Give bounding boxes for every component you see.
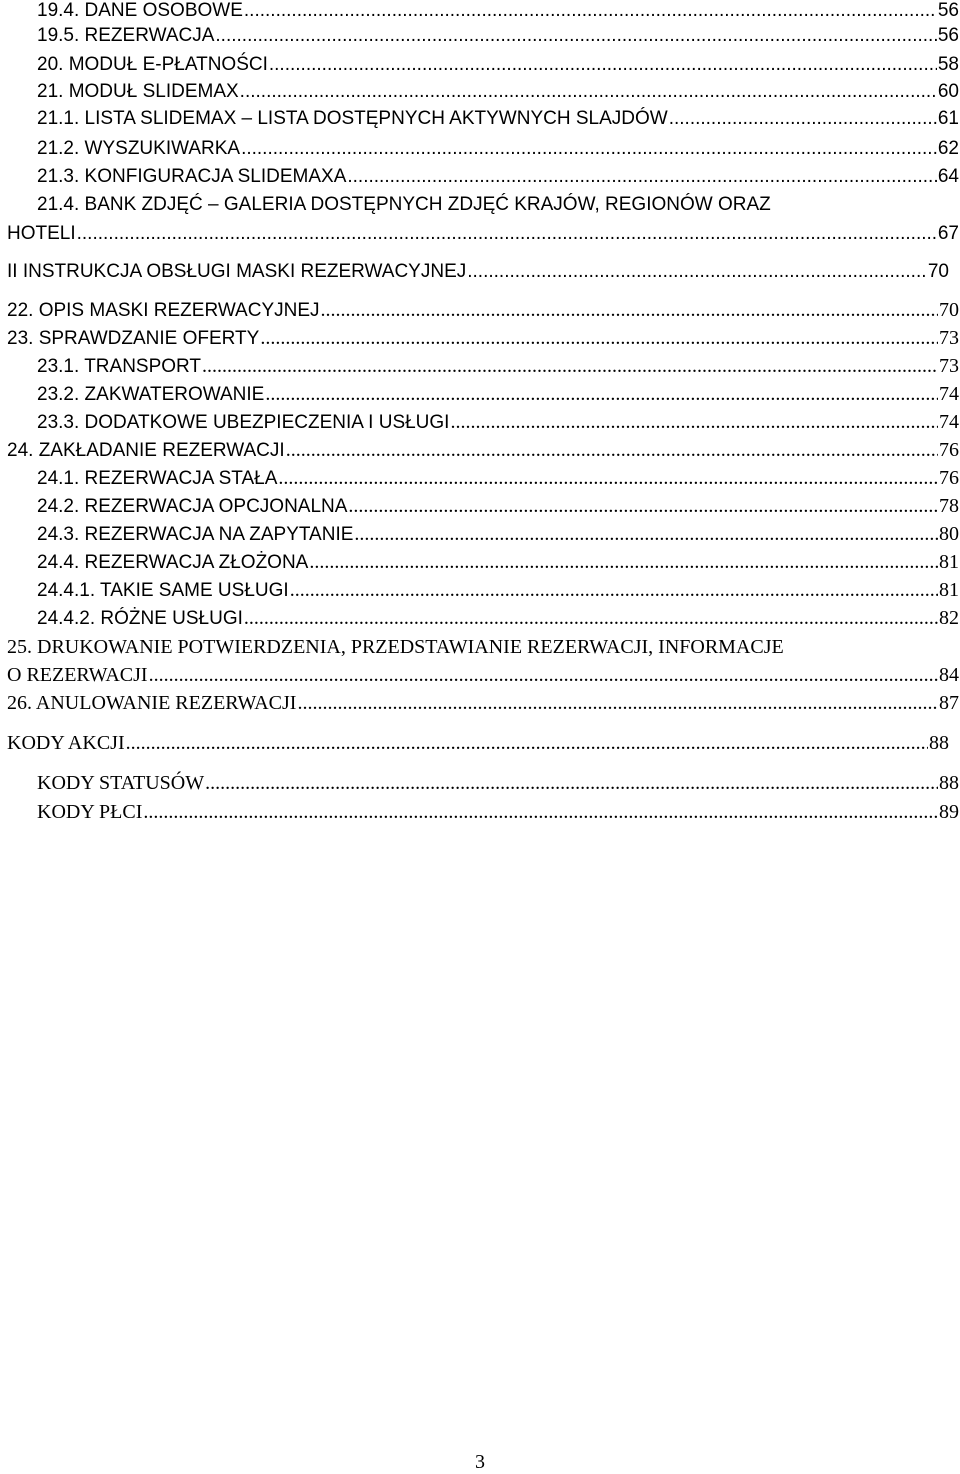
toc-dot-leader	[347, 165, 936, 189]
toc-entry-19-4[interactable]	[37, 0, 959, 23]
toc-entry-label: 20. MODUŁ E-PŁATNOŚCI	[37, 54, 268, 75]
toc-entry-page: 70	[939, 299, 959, 321]
toc-entry-label: 21.3. KONFIGURACJA SLIDEMAXA	[37, 166, 347, 187]
toc-entry-label: 19.4. DANE OSOBOWE	[37, 0, 243, 21]
toc-entry-21[interactable]	[37, 80, 959, 104]
toc-entry-24-4-1[interactable]	[37, 578, 959, 603]
toc-entry-kody-akcji[interactable]	[7, 731, 949, 755]
toc-entry-page: 73	[939, 355, 959, 377]
toc-entry-kody-plci[interactable]	[37, 800, 959, 824]
toc-entry-page: 88	[939, 772, 959, 794]
toc-entry-page: 76	[939, 467, 959, 489]
toc-dot-leader	[669, 107, 937, 131]
toc-entry-page: 78	[939, 495, 959, 517]
toc-entry-page: 58	[937, 54, 959, 75]
toc-dot-leader	[290, 578, 938, 602]
toc-entry-label: 25. DRUKOWANIE POTWIERDZENIA, PRZEDSTAWIANIE REZERWACJI, INFORMACJE	[7, 636, 784, 658]
toc-entry-label: 24.4.1. TAKIE SAME USŁUGI	[37, 580, 289, 601]
toc-entry-page: 74	[939, 383, 959, 405]
toc-entry-label: 24.2. REZERWACJA OPCJONALNA	[37, 496, 348, 517]
toc-entry-page: 89	[939, 801, 959, 823]
toc-entry-page: 82	[939, 607, 959, 629]
toc-dot-leader	[354, 522, 938, 546]
toc-entry-24-2[interactable]	[37, 494, 959, 519]
toc-entry-label: 24. ZAKŁADANIE REZERWACJI	[7, 440, 285, 461]
toc-entry-23-3[interactable]	[37, 410, 959, 435]
toc-entry-label: 21.1. LISTA SLIDEMAX – LISTA DOSTĘPNYCH AKTYWNYCH SLAJDÓW	[37, 108, 668, 129]
toc-entry-24-4-2[interactable]	[37, 606, 959, 631]
toc-entry-label: 23.1. TRANSPORT	[37, 356, 202, 377]
toc-dot-leader	[348, 494, 938, 518]
toc-entry-20[interactable]	[37, 53, 959, 77]
toc-entry-24-4[interactable]	[37, 550, 959, 575]
toc-dot-leader	[126, 731, 928, 755]
toc-entry-21-3[interactable]	[37, 165, 959, 189]
toc-entry-24-1[interactable]	[37, 466, 959, 491]
toc-entry-page: 88	[929, 732, 949, 754]
page-number: 3	[475, 1451, 485, 1473]
toc-dot-leader	[244, 606, 938, 630]
toc-entry-page: 76	[939, 439, 959, 461]
toc-entry-label: 23.3. DODATKOWE UBEZPIECZENIA I USŁUGI	[37, 412, 450, 433]
toc-entry-page: 81	[939, 579, 959, 601]
toc-entry-label: KODY STATUSÓW	[37, 772, 205, 794]
toc-entry-label: 23. SPRAWDZANIE OFERTY	[7, 328, 260, 349]
toc-entry-page: 87	[939, 692, 959, 714]
toc-dot-leader	[205, 771, 938, 795]
toc-entry-label: 22. OPIS MASKI REZERWACYJNEJ	[7, 300, 320, 321]
toc-entry-25[interactable]	[7, 635, 959, 687]
toc-dot-leader	[244, 0, 937, 23]
toc-entry-21-1[interactable]	[37, 107, 959, 131]
toc-entry-label: 24.1. REZERWACJA STAŁA	[37, 468, 278, 489]
toc-entry-23-1[interactable]	[37, 354, 959, 379]
toc-dot-leader	[77, 222, 937, 246]
toc-dot-leader	[202, 354, 938, 378]
toc-entry-21-4[interactable]	[7, 193, 959, 246]
toc-entry-label: 19.5. REZERWACJA	[37, 25, 215, 46]
toc-entry-23-2[interactable]	[37, 382, 959, 407]
toc-dot-leader	[321, 298, 938, 322]
toc-entry-kody-statusow[interactable]	[37, 771, 959, 795]
toc-dot-leader	[309, 550, 938, 574]
toc-dot-leader	[278, 466, 938, 490]
toc-entry-label-continued: O REZERWACJI	[7, 664, 148, 686]
toc-dot-leader	[260, 326, 938, 350]
toc-entry-23[interactable]	[7, 326, 959, 351]
toc-dot-leader	[215, 24, 936, 48]
toc-entry-page: 67	[937, 223, 959, 244]
toc-entry-label: 26. ANULOWANIE REZERWACJI	[7, 692, 297, 714]
toc-entry-label: 24.4.2. RÓŻNE USŁUGI	[37, 608, 243, 629]
toc-entry-page: 70	[927, 261, 949, 282]
toc-entry-label: 21. MODUŁ SLIDEMAX	[37, 81, 239, 102]
toc-entry-page: 56	[937, 25, 959, 46]
toc-dot-leader	[467, 260, 927, 284]
toc-entry-26[interactable]	[7, 691, 959, 715]
toc-entry-label: II INSTRUKCJA OBSŁUGI MASKI REZERWACYJNEJ	[7, 261, 467, 282]
toc-entry-21-2[interactable]	[37, 137, 959, 161]
toc-entry-label-continued: HOTELI	[7, 223, 76, 244]
toc-entry-page: 60	[937, 81, 959, 102]
toc-entry-page: 84	[939, 664, 959, 686]
toc-entry-label: 24.3. REZERWACJA NA ZAPYTANIE	[37, 524, 354, 545]
toc-dot-leader	[240, 80, 937, 104]
toc-dot-leader	[286, 438, 938, 462]
toc-entry-22[interactable]	[7, 298, 959, 323]
toc-entry-page: 73	[939, 327, 959, 349]
toc-entry-label: 21.4. BANK ZDJĘĆ – GALERIA DOSTĘPNYCH ZDJĘĆ KRAJÓW, REGIONÓW ORAZ	[37, 194, 771, 215]
toc-entry-label: 24.4. REZERWACJA ZŁOŻONA	[37, 552, 309, 573]
toc-entry-page: 74	[939, 411, 959, 433]
toc-entry-page: 80	[939, 523, 959, 545]
toc-entry-19-5[interactable]	[37, 24, 959, 48]
toc-entry-part-ii[interactable]	[7, 260, 949, 284]
toc-entry-label: 21.2. WYSZUKIWARKA	[37, 138, 241, 159]
toc-entry-page: 62	[937, 138, 959, 159]
toc-entry-label: 23.2. ZAKWATEROWANIE	[37, 384, 265, 405]
toc-dot-leader	[149, 663, 938, 687]
toc-entry-page: 81	[939, 551, 959, 573]
toc-entry-label: KODY PŁCI	[37, 801, 143, 823]
toc-dot-leader	[265, 382, 938, 406]
toc-dot-leader	[143, 800, 938, 824]
toc-dot-leader	[269, 53, 937, 77]
toc-entry-24[interactable]	[7, 438, 959, 463]
toc-entry-24-3[interactable]	[37, 522, 959, 547]
toc-dot-leader	[297, 691, 938, 715]
toc-dot-leader	[241, 137, 937, 161]
toc-dot-leader	[450, 410, 938, 434]
toc-entry-page: 64	[937, 166, 959, 187]
toc-entry-label: KODY AKCJI	[7, 732, 125, 754]
toc-entry-page: 56	[937, 0, 959, 21]
toc-entry-page: 61	[937, 108, 959, 129]
